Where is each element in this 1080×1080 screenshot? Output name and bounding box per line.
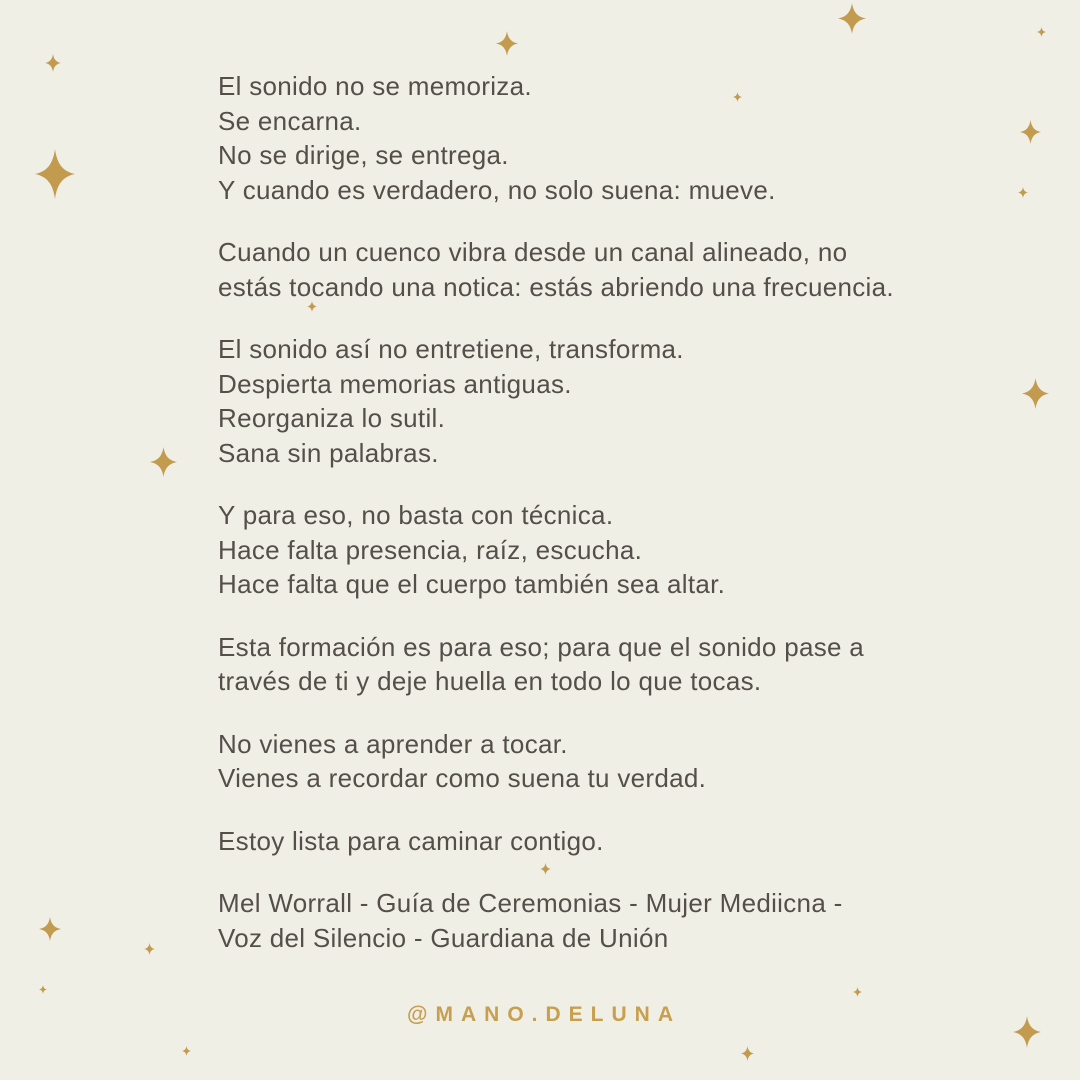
poem-paragraph [218,727,918,796]
poem-line: Y para eso, no basta con técnica. [218,500,614,530]
sparkle-icon [45,54,61,72]
poem-line: Sana sin palabras. [218,437,439,468]
instagram-handle: @MANO.DELUNA [407,1003,681,1026]
poem-line: Hace falta que el cuerpo también sea altar. [218,569,726,599]
signature-line: Mel Worrall - Guía de Ceremonias - Mujer Mediicna - [218,888,843,918]
poem-line: Despierta memorias antiguas. [218,368,572,399]
poem-paragraph [218,332,918,470]
poem-line: Hace falta presencia, raíz, escucha. [218,534,643,565]
sparkle-icon [144,943,155,955]
sparkle-icon [496,31,518,56]
poem-line: Y cuando es verdadero, no solo suena: mueve. [218,174,776,205]
poem-text [218,69,918,983]
sparkle-icon [1020,120,1041,144]
poem-line: través de ti y deje huella en todo lo que tocas. [218,666,762,696]
poem-paragraph [218,235,918,304]
signature-line: Voz del Silencio - Guardiana de Unión [218,922,669,953]
poem-paragraph [218,824,918,859]
poem-line: Se encarna. [218,105,362,136]
signature [218,886,918,955]
sparkle-icon [741,1046,754,1061]
sparkle-icon [838,3,866,34]
sparkle-icon [39,917,61,941]
sparkle-icon [1018,187,1028,198]
poem-line: Reorganiza lo sutil. [218,403,446,433]
poem-line: El sonido así no entretiene, transforma. [218,334,684,364]
poem-paragraph [218,498,918,602]
poem-line: Cuando un cuenco vibra desde un canal alineado, no [218,237,848,267]
poem-line: Estoy lista para caminar contigo. [218,825,604,856]
poem-line: Vienes a recordar como suena tu verdad. [218,763,707,793]
sparkle-icon [39,985,47,994]
sparkle-icon [182,1046,191,1056]
poem-paragraph [218,69,918,207]
sparkle-icon [35,149,75,199]
sparkle-icon [1022,378,1049,409]
poem-line: No vienes a aprender a tocar. [218,728,568,759]
poem-paragraph [218,630,918,699]
sparkle-icon [853,987,862,997]
poem-line: El sonido no se memoriza. [218,71,532,101]
poem-line: estás tocando una notica: estás abriendo una frecuencia. [218,271,894,302]
sparkle-icon [1037,27,1046,37]
poem-line: No se dirige, se entrega. [218,140,509,170]
sparkle-icon [150,447,177,477]
poem-line: Esta formación es para eso; para que el sonido pase a [218,631,865,662]
